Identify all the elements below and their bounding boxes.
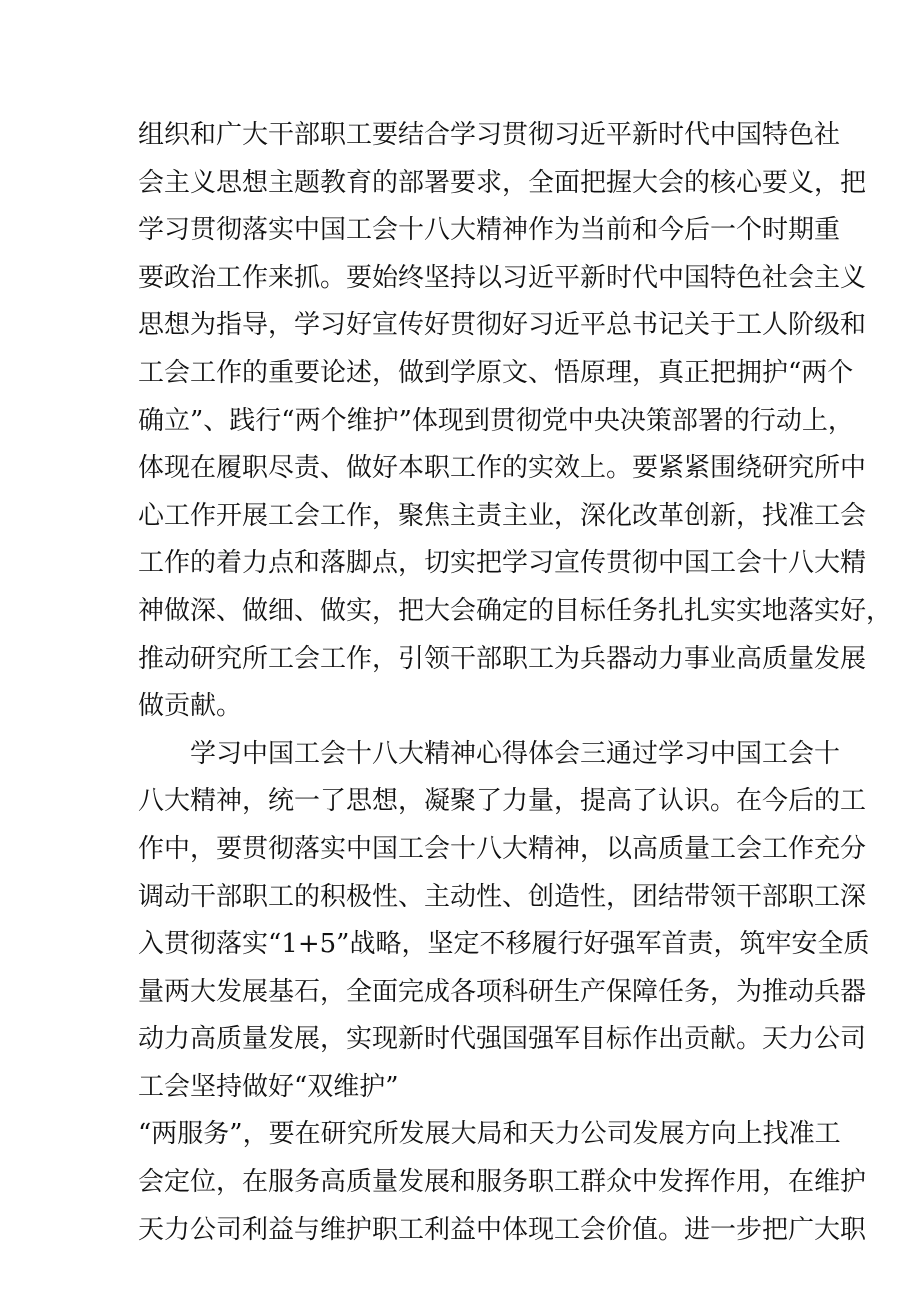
text-line: 学习贯彻落实中国工会十八大精神作为当前和今后一个时期重 [138, 215, 841, 246]
text-line: 入贯彻落实“1+5”战略，坚定不移履行好强军首责，筑牢安全质 [138, 929, 870, 960]
text-line: 会定位，在服务高质量发展和服务职工群众中发挥作用，在维护 [138, 1167, 867, 1198]
text-line: 确立”、践行“两个维护”体现到贯彻党中央决策部署的行动上， [138, 405, 854, 436]
text-line: 动力高质量发展，实现新时代强国强军目标作出贡献。天力公司 [138, 1024, 867, 1055]
text-line: 推动研究所工会工作，引领干部职工为兵器动力事业高质量发展 [138, 643, 867, 674]
text-line: 工会工作的重要论述，做到学原文、悟原理，真正把拥护“两个 [138, 357, 854, 388]
text-line: “两服务”，要在研究所发展大局和天力公司发展方向上找准工 [138, 1119, 841, 1150]
text-line: 天力公司利益与维护职工利益中体现工会价值。进一步把广大职 [138, 1214, 867, 1245]
text-line: 量两大发展基石，全面完成各项科研生产保障任务，为推动兵器 [138, 976, 867, 1007]
text-line: 工会坚持做好“双维护” [138, 1071, 399, 1102]
text-line: 心工作开展工会工作，聚焦主责主业，深化改革创新，找准工会 [138, 500, 867, 531]
text-line: 八大精神，统一了思想，凝聚了力量，提高了认识。在今后的工 [138, 786, 867, 817]
text-line: 要政治工作来抓。要始终坚持以习近平新时代中国特色社会主义 [138, 262, 867, 293]
paragraph-start-line: 学习中国工会十八大精神心得体会三通过学习中国工会十 [190, 738, 841, 769]
document-body [138, 112, 893, 1254]
text-line: 神做深、做细、做实，把大会确定的目标任务扎扎实实地落实好， [138, 595, 893, 626]
text-line: 做贡献。 [138, 691, 243, 722]
text-line: 工作的着力点和落脚点，切实把学习宣传贯彻中国工会十八大精 [138, 548, 867, 579]
text-line: 会主义思想主题教育的部署要求，全面把握大会的核心要义，把 [138, 167, 867, 198]
text-line: 作中，要贯彻落实中国工会十八大精神，以高质量工会工作充分 [138, 833, 867, 864]
text-line: 思想为指导，学习好宣传好贯彻好习近平总书记关于工人阶级和 [138, 310, 867, 341]
text-line: 体现在履职尽责、做好本职工作的实效上。要紧紧围绕研究所中 [138, 453, 867, 484]
text-line: 调动干部职工的积极性、主动性、创造性，团结带领干部职工深 [138, 881, 867, 912]
text-line: 组织和广大干部职工要结合学习贯彻习近平新时代中国特色社 [138, 120, 841, 150]
